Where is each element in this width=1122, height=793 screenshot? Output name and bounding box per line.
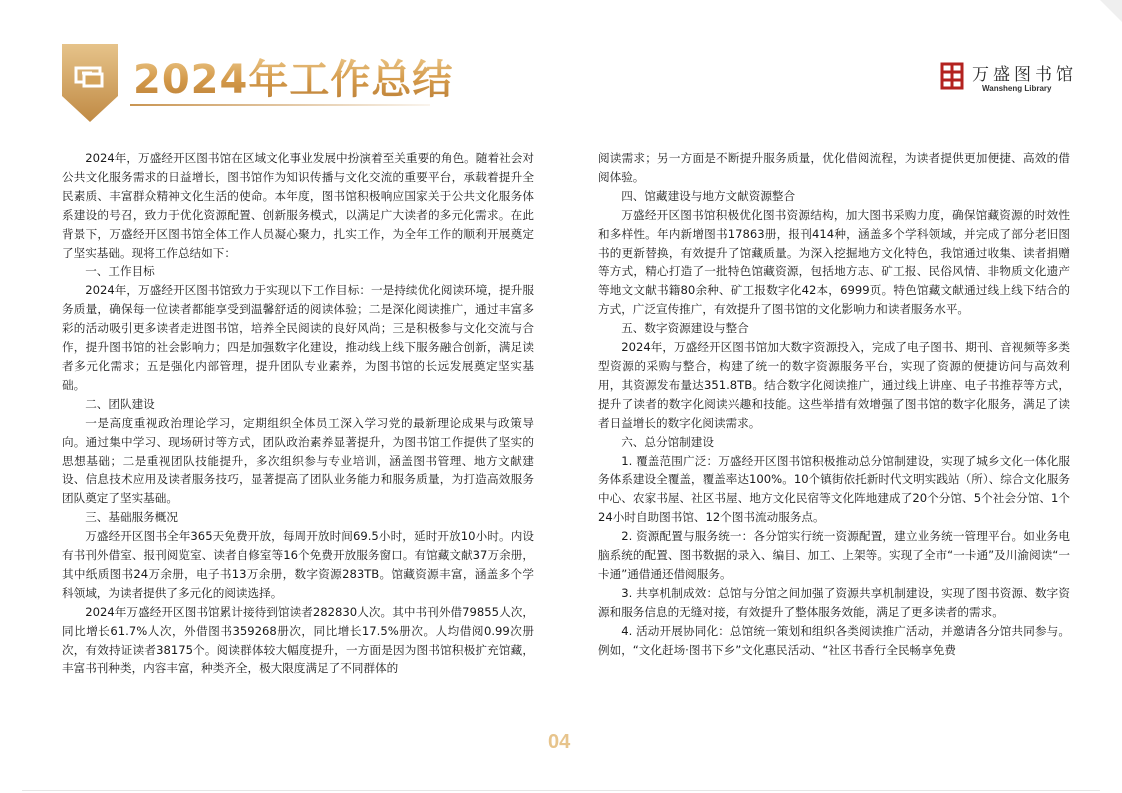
page-number: 04 bbox=[548, 731, 571, 753]
paragraph: 2024年，万盛经开区图书馆在区域文化事业发展中扮演着至关重要的角色。随着社会对公共文化服务需求的日益增长，图书馆作为知识传播与文化交流的重要平台，承载着提升全民素质、丰富群众精神文化生活的使命。本年度，图书馆积极响应国家关于公共文化服务体系建设的号召，致力于优化资源配置、创新服务模式，以满足广大读者的多元化需求。在此背景下，万盛经开区图书馆全体工作人员凝心聚力，扎实工作，为全年工作的顺利开展奠定了坚实基础。现将工作总结如下： bbox=[62, 151, 534, 260]
library-logo bbox=[940, 62, 1077, 98]
paragraph: 2024年万盛经开区图书馆累计接待到馆读者282830人次。其中书刊外借79855人次，同比增长61.7%人次，外借图书359268册次，同比增长17.5%册次。人均借阅0.99次册次，有效持证读者38175个。阅读群体较大幅度提升，一方面是因为图书馆积极扩充馆藏，丰富书刊种类，内容丰富，种类齐全，极大限度满足了不同群体的 bbox=[62, 604, 534, 676]
logo-mark-icon bbox=[940, 62, 964, 90]
paragraph: 3. 共享机制成效：总馆与分馆之间加强了资源共享机制建设，实现了图书资源、数字资源和服务信息的无缝对接，有效提升了整体服务效能，满足了更多读者的需求。 bbox=[598, 585, 1070, 619]
logo-text-cn: 万盛图书馆 bbox=[972, 65, 1077, 85]
paragraph: 2. 资源配置与服务统一：各分馆实行统一资源配置，建立业务统一管理平台。如业务电脑系统的配置、图书数据的录入、编目、加工、上架等。实现了全市“一卡通”及川渝阅读“一卡通”通借通还借阅服务。 bbox=[598, 529, 1070, 581]
paragraph: 阅读需求；另一方面是不断提升服务质量，优化借阅流程，为读者提供更加便捷、高效的借阅体验。 bbox=[598, 151, 1070, 184]
paragraph: 2024年，万盛经开区图书馆加大数字资源投入，完成了电子图书、期刊、音视频等多类型资源的采购与整合，构建了统一的数字资源服务平台，实现了资源的便捷访问与高效利用，其资源发布量达351.8TB。结合数字化阅读推广，通过线上讲座、电子书推荐等方式，提升了读者的数字化阅读兴趣和技能。这些举措有效增强了图书馆的数字化服务，满足了读者日益增长的数字化阅读需求。 bbox=[598, 340, 1070, 430]
page-title: 2024年工作总结 bbox=[133, 48, 453, 105]
paragraph: 1. 覆盖范围广泛：万盛经开区图书馆积极推动总分馆制建设，实现了城乡文化一体化服务体系建设全覆盖，覆盖率达100%。10个镇街依托新时代文明实践站（所）、综合文化服务中心、农家书屋、社区书屋、地方文化民宿等文化阵地建成了20个分馆、5个社会分馆、1个24小时自助图书馆、12个图书流动服务点。 bbox=[598, 453, 1070, 525]
section-heading: 三、基础服务概况 bbox=[85, 510, 178, 525]
title-underline bbox=[130, 104, 430, 106]
section-heading: 二、团队建设 bbox=[85, 396, 155, 411]
page-corner bbox=[1100, 0, 1122, 22]
right-column bbox=[598, 149, 1070, 659]
paragraph: 2024年，万盛经开区图书馆致力于实现以下工作目标：一是持续优化阅读环境，提升服务质量，确保每一位读者都能享受到温馨舒适的阅读体验；二是深化阅读推广，通过丰富多彩的活动吸引更多读者走进图书馆，培养全民阅读的良好风尚；三是积极参与文化交流与合作，提升图书馆的社会影响力；四是加强数字化建设，推动线上线下服务融合创新，满足读者多元化需求；五是强化内部管理，提升团队专业素养，为图书馆的长远发展奠定坚实基础。 bbox=[62, 283, 534, 392]
paragraph: 万盛经开区图书全年365天免费开放，每周开放时间69.5小时，延时开放10小时。内设有书刊外借室、报刊阅览室、读者自修室等16个免费开放服务窗口。有馆藏文献37万余册，其中纸质图书24万余册，电子书13万余册，数字资源283TB。馆藏资源丰富，涵盖多个学科领域，为读者提供了多元化的阅读选择。 bbox=[62, 529, 534, 600]
section-heading: 六、总分馆制建设 bbox=[621, 434, 714, 449]
paragraph: 4. 活动开展协同化：总馆统一策划和组织各类阅读推广活动，并邀请各分馆共同参与。例如，“文化赶场·图书下乡”文化惠民活动、“社区书香行全民畅享免费 bbox=[598, 623, 1070, 657]
paragraph: 万盛经开区图书馆积极优化图书资源结构，加大图书采购力度，确保馆藏资源的时效性和多样性。年内新增图书17863册，报刊414种，涵盖多个学科领域，并完成了部分老旧图书的更新替换，有效提升了馆藏质量。为深入挖掘地方文化特色，我馆通过收集、读者捐赠等方式，精心打造了一批特色馆藏资源，包括地方志、矿工报、民俗风情、非物质文化遗产等地文文献书籍80余种、矿工报数字化42本，6999页。特色馆藏文献通过线上线下结合的方式，广泛宣传推广，有效提升了图书馆的文化影响力和读者服务水平。 bbox=[598, 207, 1070, 317]
header-badge bbox=[62, 44, 118, 122]
section-heading: 四、馆藏建设与地方文献资源整合 bbox=[621, 188, 796, 203]
section-heading: 五、数字资源建设与整合 bbox=[621, 321, 749, 336]
paragraph: 一是高度重视政治理论学习，定期组织全体员工深入学习党的最新理论成果与政策导向。通过集中学习、现场研讨等方式，团队政治素养显著提升，为图书馆工作提供了坚实的思想基础；二是重视团队技能提升，多次组织参与专业培训，涵盖图书管理、地方文献建设、信息技术应用及读者服务技巧，显著提高了团队业务能力和服务质量，为打造高效服务团队奠定了坚实基础。 bbox=[62, 415, 534, 506]
left-column bbox=[62, 149, 534, 678]
bottom-rule bbox=[22, 790, 1100, 791]
section-heading: 一、工作目标 bbox=[85, 264, 155, 279]
logo-text-en: Wansheng Library bbox=[982, 84, 1052, 93]
